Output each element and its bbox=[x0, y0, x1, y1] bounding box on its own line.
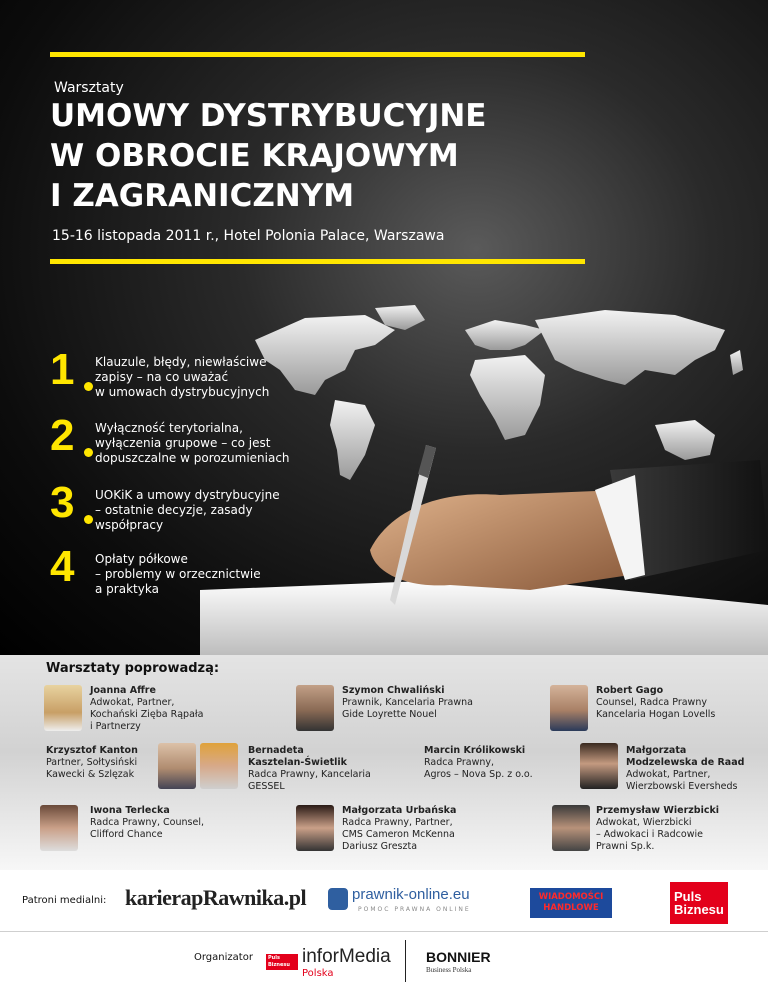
informedia-logo: inforMedia bbox=[302, 946, 391, 967]
speaker-role: Kawecki & Szlęzak bbox=[46, 769, 135, 780]
speaker-role: Agros – Nova Sp. z o.o. bbox=[424, 769, 533, 780]
speaker-name: Krzysztof Kanton bbox=[46, 745, 138, 756]
page-title bbox=[50, 96, 486, 216]
wiadomosci-text: WIADOMOŚCI bbox=[538, 892, 604, 902]
patrons-label: Patroni medialni: bbox=[22, 895, 107, 906]
speaker-role: Radca Prawny, Partner, bbox=[342, 817, 453, 828]
speaker-role: Adwokat, Wierzbicki bbox=[596, 817, 692, 828]
avatar bbox=[200, 743, 238, 789]
speaker-role: Dariusz Greszta bbox=[342, 841, 418, 852]
topic-line: Opłaty półkowe bbox=[95, 552, 188, 566]
speakers-heading: Warsztaty poprowadzą: bbox=[46, 661, 220, 676]
footer-divider bbox=[0, 931, 768, 932]
topic-2 bbox=[50, 411, 330, 481]
speaker-name: Iwona Terlecka bbox=[90, 805, 170, 816]
bullet-dot-icon bbox=[84, 448, 93, 457]
avatar bbox=[40, 805, 78, 851]
speaker-role: i Partnerzy bbox=[90, 721, 141, 732]
informedia-sub: Polska bbox=[302, 968, 334, 979]
topic-3 bbox=[50, 478, 330, 548]
avatar bbox=[580, 743, 618, 789]
speaker-card bbox=[626, 745, 744, 793]
topic-text bbox=[95, 488, 335, 533]
avatar bbox=[550, 685, 588, 731]
speaker-role: Clifford Chance bbox=[90, 829, 163, 840]
speaker-name: Małgorzata Urbańska bbox=[342, 805, 457, 816]
speaker-role: Radca Prawny, Kancelaria bbox=[248, 769, 371, 780]
speaker-card bbox=[596, 685, 715, 721]
prawnik-online-logo: prawnik-online.eu bbox=[352, 886, 470, 903]
speaker-card bbox=[90, 685, 203, 733]
speaker-card bbox=[424, 745, 533, 781]
speaker-role: – Adwokaci i Radcowie bbox=[596, 829, 703, 840]
speaker-role: Prawnik, Kancelaria Prawna bbox=[342, 697, 473, 708]
topic-number: 3 bbox=[50, 478, 75, 527]
topic-number: 2 bbox=[50, 411, 75, 460]
speaker-card bbox=[342, 805, 456, 853]
title-line-2: W OBROCIE KRAJOWYM bbox=[50, 138, 459, 174]
prawnik-online-logo-icon bbox=[328, 888, 348, 910]
speaker-name: Robert Gago bbox=[596, 685, 664, 696]
speaker-card bbox=[342, 685, 473, 721]
speaker-role: Gide Loyrette Nouel bbox=[342, 709, 437, 720]
top-yellow-rule bbox=[50, 52, 585, 57]
speaker-role: Wierzbowski Eversheds bbox=[626, 781, 738, 792]
speaker-name: Przemysław Wierzbicki bbox=[596, 805, 720, 816]
eyebrow: Warsztaty bbox=[54, 80, 124, 96]
speaker-card bbox=[596, 805, 719, 853]
topic-number: 1 bbox=[50, 345, 75, 394]
speaker-name: Joanna Affre bbox=[90, 685, 156, 696]
avatar bbox=[296, 805, 334, 851]
speaker-card bbox=[248, 745, 371, 793]
speaker-card bbox=[46, 745, 138, 781]
puls-text: Puls bbox=[674, 889, 702, 904]
speaker-role: CMS Cameron McKenna bbox=[342, 829, 455, 840]
speaker-role: GESSEL bbox=[248, 781, 285, 792]
topic-line: wyłączenia grupowe – co jest bbox=[95, 436, 271, 450]
topic-text bbox=[95, 552, 335, 597]
bullet-dot-icon bbox=[84, 515, 93, 524]
topic-line: Wyłączność terytorialna, bbox=[95, 421, 243, 435]
topic-text bbox=[95, 355, 335, 400]
organizer-label: Organizator bbox=[194, 952, 253, 963]
biznesu-text: Biznesu bbox=[268, 962, 290, 968]
topic-line: UOKiK a umowy dystrybucyjne bbox=[95, 488, 280, 502]
topic-text bbox=[95, 421, 335, 466]
puls-biznesu-small-logo bbox=[266, 954, 298, 970]
speaker-role: Prawni Sp.k. bbox=[596, 841, 655, 852]
topic-line: w umowach dystrybucyjnych bbox=[95, 385, 270, 399]
bottom-yellow-rule bbox=[50, 259, 585, 264]
topic-line: dopuszczalne w porozumieniach bbox=[95, 451, 290, 465]
bonnier-logo: BONNIER bbox=[426, 949, 491, 965]
speaker-card bbox=[90, 805, 204, 841]
speaker-name: Modzelewska de Raad bbox=[626, 757, 745, 768]
speaker-role: Kochański Zięba Rąpała bbox=[90, 709, 204, 720]
handlowe-text: HANDLOWE bbox=[543, 903, 599, 913]
biznesu-text: Biznesu bbox=[674, 902, 724, 917]
topic-1 bbox=[50, 345, 330, 415]
topic-4 bbox=[50, 542, 330, 612]
avatar bbox=[552, 805, 590, 851]
date-location: 15-16 listopada 2011 r., Hotel Polonia Palace, Warszawa bbox=[52, 228, 445, 244]
speaker-role: Kancelaria Hogan Lovells bbox=[596, 709, 716, 720]
puls-text: Puls bbox=[268, 955, 280, 961]
speaker-name: Małgorzata bbox=[626, 745, 687, 756]
topic-line: zapisy – na co uważać bbox=[95, 370, 229, 384]
speaker-role: Counsel, Radca Prawny bbox=[596, 697, 707, 708]
bonnier-sub: Business Polska bbox=[426, 966, 472, 974]
speaker-name: Marcin Królikowski bbox=[424, 745, 526, 756]
title-line-3: I ZAGRANICZNYM bbox=[50, 178, 355, 214]
topic-line: a praktyka bbox=[95, 582, 159, 596]
topic-line: – ostatnie decyzje, zasady bbox=[95, 503, 253, 517]
bullet-dot-icon bbox=[84, 382, 93, 391]
speakers-section bbox=[0, 655, 768, 870]
organizer-divider bbox=[405, 940, 406, 982]
wiadomosci-handlowe-logo bbox=[530, 888, 612, 918]
speaker-role: Partner, Sołtysiński bbox=[46, 757, 138, 768]
avatar bbox=[158, 743, 196, 789]
speaker-role: Adwokat, Partner, bbox=[626, 769, 711, 780]
speaker-role: Radca Prawny, bbox=[424, 757, 495, 768]
topic-line: – problemy w orzecznictwie bbox=[95, 567, 261, 581]
title-line-1: UMOWY DYSTRYBUCYJNE bbox=[50, 98, 487, 134]
avatar bbox=[296, 685, 334, 731]
puls-biznesu-logo bbox=[670, 882, 728, 924]
avatar bbox=[44, 685, 82, 731]
speaker-role: Radca Prawny, Counsel, bbox=[90, 817, 204, 828]
topic-line: współpracy bbox=[95, 518, 164, 532]
topic-number: 4 bbox=[50, 542, 75, 591]
speaker-name: Szymon Chwaliński bbox=[342, 685, 445, 696]
speaker-role: Adwokat, Partner, bbox=[90, 697, 175, 708]
prawnik-online-tagline: POMOC PRAWNA ONLINE bbox=[358, 906, 471, 913]
footer bbox=[0, 870, 768, 994]
kariera-prawnika-logo: karierapRawnika.pl bbox=[125, 885, 307, 910]
topic-line: Klauzule, błędy, niewłaściwe bbox=[95, 355, 267, 369]
speaker-name: Bernadeta bbox=[248, 745, 304, 756]
speaker-name: Kasztelan-Świetlik bbox=[248, 757, 348, 768]
